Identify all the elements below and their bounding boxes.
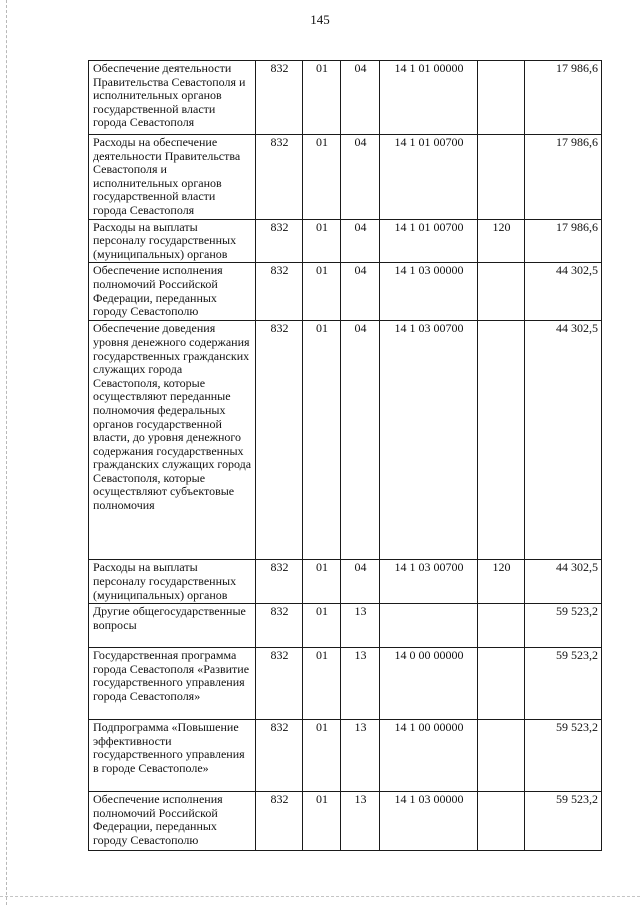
row-name-cell: Государственная программа города Севастополя «Развитие государственного управления города Севастополя» (89, 648, 256, 720)
subsection-code-cell: 13 (341, 720, 380, 792)
subsection-code-cell: 04 (341, 135, 380, 220)
row-name-cell: Другие общегосударственные вопросы (89, 604, 256, 648)
target-item-cell: 14 0 00 00000 (380, 648, 478, 720)
row-name-cell: Расходы на обеспечение деятельности Правительства Севастополя и исполнительных органов государственной власти города Севастополя (89, 135, 256, 220)
amount-cell: 17 986,6 (525, 135, 602, 220)
department-code-cell: 832 (256, 321, 303, 560)
table-row (89, 720, 602, 792)
row-name-cell: Расходы на выплаты персоналу государственных (муниципальных) органов (89, 560, 256, 604)
expense-type-cell (478, 604, 525, 648)
table-row (89, 604, 602, 648)
section-code-cell: 01 (303, 648, 341, 720)
row-name-cell: Обеспечение доведения уровня денежного содержания государственных гражданских служащих города Севастополя, которые осуществляют переданные полномочия федеральных органов государственной власти, до уровня денежного содержания государственных гражданских служащих города Севастополя, которые осуществляют субъектовые полномочия (89, 321, 256, 560)
department-code-cell: 832 (256, 219, 303, 263)
scan-edge-left (6, 0, 7, 905)
subsection-code-cell: 13 (341, 648, 380, 720)
amount-cell: 59 523,2 (525, 720, 602, 792)
subsection-code-cell: 13 (341, 604, 380, 648)
table-row (89, 648, 602, 720)
scan-edge-bottom (0, 896, 640, 897)
target-item-cell: 14 1 01 00700 (380, 135, 478, 220)
department-code-cell: 832 (256, 720, 303, 792)
row-name-cell: Обеспечение исполнения полномочий Российской Федерации, переданных городу Севастополю (89, 792, 256, 851)
department-code-cell: 832 (256, 135, 303, 220)
table-row (89, 61, 602, 135)
amount-cell: 59 523,2 (525, 604, 602, 648)
department-code-cell: 832 (256, 648, 303, 720)
expense-type-cell (478, 61, 525, 135)
subsection-code-cell: 04 (341, 61, 380, 135)
budget-table (88, 60, 602, 851)
section-code-cell: 01 (303, 219, 341, 263)
table-row (89, 135, 602, 220)
target-item-cell: 14 1 01 00000 (380, 61, 478, 135)
department-code-cell: 832 (256, 560, 303, 604)
amount-cell: 44 302,5 (525, 560, 602, 604)
expense-type-cell (478, 135, 525, 220)
section-code-cell: 01 (303, 560, 341, 604)
table-row (89, 560, 602, 604)
expense-type-cell (478, 321, 525, 560)
section-code-cell: 01 (303, 321, 341, 560)
section-code-cell: 01 (303, 792, 341, 851)
expense-type-cell: 120 (478, 560, 525, 604)
department-code-cell: 832 (256, 263, 303, 321)
section-code-cell: 01 (303, 135, 341, 220)
amount-cell: 17 986,6 (525, 219, 602, 263)
section-code-cell: 01 (303, 604, 341, 648)
subsection-code-cell: 04 (341, 560, 380, 604)
amount-cell: 44 302,5 (525, 321, 602, 560)
row-name-cell: Расходы на выплаты персоналу государственных (муниципальных) органов (89, 219, 256, 263)
subsection-code-cell: 04 (341, 219, 380, 263)
department-code-cell: 832 (256, 604, 303, 648)
target-item-cell: 14 1 03 00000 (380, 263, 478, 321)
target-item-cell: 14 1 03 00000 (380, 792, 478, 851)
target-item-cell: 14 1 03 00700 (380, 321, 478, 560)
target-item-cell: 14 1 00 00000 (380, 720, 478, 792)
amount-cell: 44 302,5 (525, 263, 602, 321)
expense-type-cell: 120 (478, 219, 525, 263)
table-row (89, 792, 602, 851)
row-name-cell: Подпрограмма «Повышение эффективности государственного управления в городе Севастополе» (89, 720, 256, 792)
row-name-cell: Обеспечение исполнения полномочий Российской Федерации, переданных городу Севастополю (89, 263, 256, 321)
section-code-cell: 01 (303, 720, 341, 792)
table-row (89, 219, 602, 263)
amount-cell: 17 986,6 (525, 61, 602, 135)
expense-type-cell (478, 648, 525, 720)
expense-type-cell (478, 263, 525, 321)
amount-cell: 59 523,2 (525, 792, 602, 851)
section-code-cell: 01 (303, 263, 341, 321)
subsection-code-cell: 13 (341, 792, 380, 851)
subsection-code-cell: 04 (341, 321, 380, 560)
expense-type-cell (478, 720, 525, 792)
department-code-cell: 832 (256, 61, 303, 135)
table-row (89, 321, 602, 560)
table-row (89, 263, 602, 321)
expense-type-cell (478, 792, 525, 851)
amount-cell: 59 523,2 (525, 648, 602, 720)
page-number: 145 (310, 12, 330, 27)
section-code-cell: 01 (303, 61, 341, 135)
subsection-code-cell: 04 (341, 263, 380, 321)
target-item-cell: 14 1 03 00700 (380, 560, 478, 604)
target-item-cell (380, 604, 478, 648)
row-name-cell: Обеспечение деятельности Правительства Севастополя и исполнительных органов государственной власти города Севастополя (89, 61, 256, 135)
target-item-cell: 14 1 01 00700 (380, 219, 478, 263)
department-code-cell: 832 (256, 792, 303, 851)
